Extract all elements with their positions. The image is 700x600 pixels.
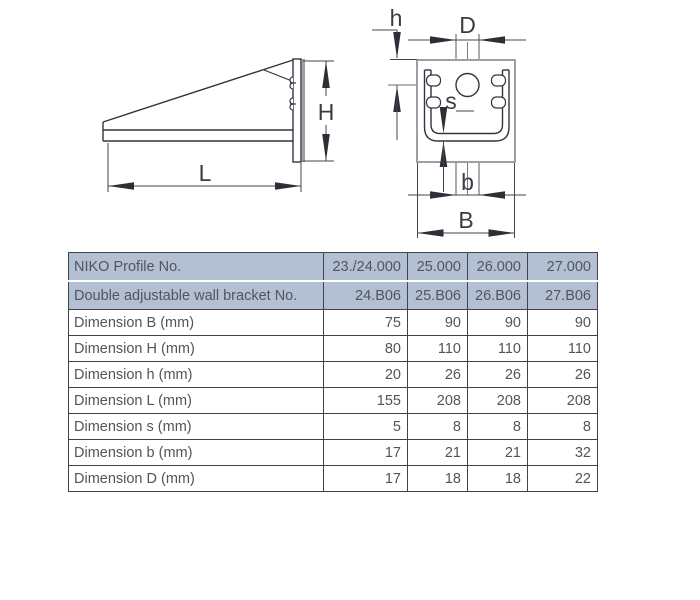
table-cell: 90 [528, 310, 598, 336]
side-view-bracket [103, 59, 305, 162]
table-cell: 5 [324, 414, 408, 440]
row-label: Dimension D (mm) [69, 466, 324, 492]
table-cell: 90 [408, 310, 468, 336]
table-cell: 17 [324, 466, 408, 492]
dim-label-H: H [317, 99, 335, 125]
table-cell: 208 [468, 388, 528, 414]
slot-left-bottom [427, 97, 441, 108]
table-cell: 110 [408, 336, 468, 362]
table-cell: 25.B06 [408, 281, 468, 310]
row-label: Dimension B (mm) [69, 310, 324, 336]
row-label: NIKO Profile No. [69, 253, 324, 282]
row-label: Double adjustable wall bracket No. [69, 281, 324, 310]
dimension-L [108, 143, 301, 192]
dimension-h [372, 5, 417, 140]
dim-label-b: b [461, 169, 474, 195]
table-cell: 75 [324, 310, 408, 336]
table-cell: 21 [408, 440, 468, 466]
table-cell: 20 [324, 362, 408, 388]
dimension-H [303, 61, 339, 161]
slot-right-top [492, 75, 506, 86]
table-cell: 22 [528, 466, 598, 492]
mounting-hole [456, 74, 479, 97]
table-cell: 26 [408, 362, 468, 388]
slot-left-top [427, 75, 441, 86]
dim-label-D: D [459, 12, 476, 38]
dim-label-B: B [458, 207, 474, 233]
table-cell: 26 [468, 362, 528, 388]
table-row-dimension-L [69, 388, 598, 414]
table-cell: 80 [324, 336, 408, 362]
table-cell: 8 [468, 414, 528, 440]
table-cell: 18 [468, 466, 528, 492]
table-cell: 25.000 [408, 253, 468, 282]
specification-table [68, 252, 598, 492]
row-label: Dimension L (mm) [69, 388, 324, 414]
dim-label-L: L [198, 160, 212, 186]
table-cell: 110 [528, 336, 598, 362]
table-cell: 21 [468, 440, 528, 466]
slot-right-bottom [492, 97, 506, 108]
table-row-dimension-b [69, 440, 598, 466]
table-cell: 24.B06 [324, 281, 408, 310]
table-cell: 110 [468, 336, 528, 362]
table-cell: 155 [324, 388, 408, 414]
table-cell: 27.B06 [528, 281, 598, 310]
table-cell: 23./24.000 [324, 253, 408, 282]
table-cell: 26.B06 [468, 281, 528, 310]
table-row-dimension-s [69, 414, 598, 440]
front-view-plate [388, 34, 515, 195]
row-label: Dimension h (mm) [69, 362, 324, 388]
table-cell: 18 [408, 466, 468, 492]
dimension-D [408, 12, 526, 44]
table-cell: 8 [408, 414, 468, 440]
table-row-dimension-B [69, 310, 598, 336]
technical-drawing [0, 0, 700, 250]
row-label: Dimension H (mm) [69, 336, 324, 362]
table-cell: 26.000 [468, 253, 528, 282]
dimension-b [408, 169, 526, 199]
table-cell: 27.000 [528, 253, 598, 282]
wall-face [302, 59, 306, 162]
table-cell: 8 [528, 414, 598, 440]
dim-label-h: h [389, 5, 403, 31]
table-row-dimension-D [69, 466, 598, 492]
row-label: Dimension s (mm) [69, 414, 324, 440]
table-cell: 26 [528, 362, 598, 388]
table-cell: 32 [528, 440, 598, 466]
dim-label-s: s [445, 88, 457, 114]
table-cell: 208 [528, 388, 598, 414]
table-row-bracket-no [69, 281, 598, 310]
table-row-dimension-h [69, 362, 598, 388]
table-row-profile [69, 253, 598, 282]
table-row-dimension-H [69, 336, 598, 362]
row-label: Dimension b (mm) [69, 440, 324, 466]
table-cell: 208 [408, 388, 468, 414]
table-cell: 90 [468, 310, 528, 336]
table-cell: 17 [324, 440, 408, 466]
